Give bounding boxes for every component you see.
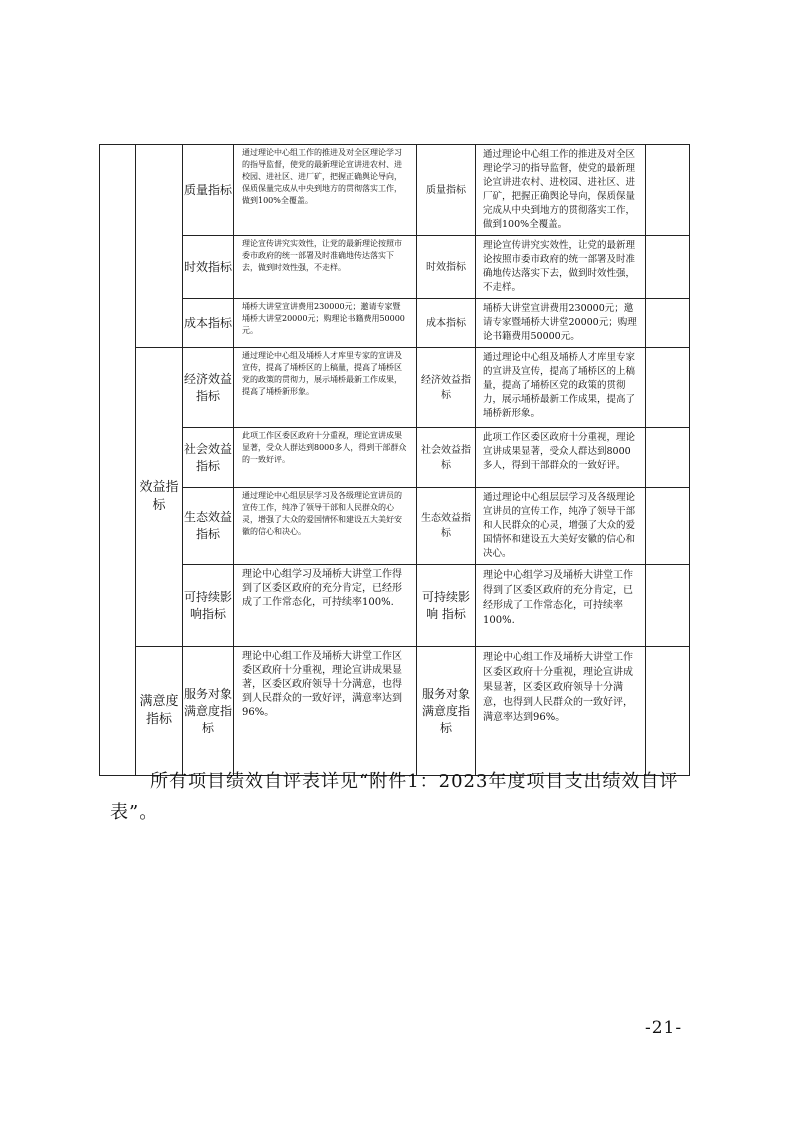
subcategory-cell: 成本指标 bbox=[183, 299, 234, 348]
table-row bbox=[100, 428, 690, 488]
category-cell-benefit: 效益指标 bbox=[136, 348, 183, 647]
indicator-cell: 社会效益指标 bbox=[417, 428, 476, 488]
subcategory-cell: 社会效益指标 bbox=[183, 428, 234, 488]
body-paragraph bbox=[110, 766, 695, 828]
description-cell: 此项工作区委区政府十分重视，理论宣讲成果显著，受众人群达到8000多人，得到干部群众的一致好评。 bbox=[234, 428, 417, 488]
table-row bbox=[100, 236, 690, 299]
indicator-cell: 时效指标 bbox=[417, 236, 476, 299]
empty-cell bbox=[646, 647, 690, 776]
outer-category-cell bbox=[100, 145, 136, 776]
description-cell: 埇桥大讲堂宣讲费用230000元；邀请专家暨埇桥大讲堂20000元；购理论书籍费用50000元。 bbox=[234, 299, 417, 348]
description-cell: 通过理论中心组层层学习及各级理论宣讲员的宣传工作，纯净了领导干部和人民群众的心灵，增强了大众的爱国情怀和建设五大美好安徽的信心和决心。 bbox=[234, 488, 417, 565]
table-row bbox=[100, 647, 690, 776]
category-cell-output bbox=[136, 145, 183, 348]
performance-table bbox=[99, 144, 690, 776]
table-row bbox=[100, 145, 690, 236]
indicator-cell: 生态效益指标 bbox=[417, 488, 476, 565]
paragraph-text: 所有项目绩效自评表详见“附件1：2023年度项目支出绩效自评表”。 bbox=[110, 771, 679, 823]
description-cell: 通过理论中心组及埇桥人才库里专家的宣讲及宣传，提高了埇桥区的上稿量，提高了埇桥区党的政策的贯彻力，展示埇桥最新工作成果，提高了埇桥新形象。 bbox=[234, 348, 417, 428]
subcategory-cell: 时效指标 bbox=[183, 236, 234, 299]
category-cell-satisfaction: 满意度指标 bbox=[136, 647, 183, 776]
indicator-cell: 可持续影响 指标 bbox=[417, 565, 476, 647]
indicator-cell: 经济效益指标 bbox=[417, 348, 476, 428]
indicator-cell: 成本指标 bbox=[417, 299, 476, 348]
result-cell: 理论中心组学习及埇桥大讲堂工作得到了区委区政府的充分肯定，已经形成了工作常态化，可持续率100%. bbox=[476, 565, 646, 647]
result-cell: 通过理论中心组工作的推进及对全区理论学习的指导监督，使党的最新理论宣讲进农村、进校园、进社区、进厂矿，把握正确舆论导向，保质保量完成从中央到地方的贯彻落实工作，做到100%全覆盖。 bbox=[476, 145, 646, 236]
result-cell: 通过理论中心组层层学习及各级理论宣讲员的宣传工作，纯净了领导干部和人民群众的心灵，增强了大众的爱国情怀和建设五大美好安徽的信心和决心。 bbox=[476, 488, 646, 565]
description-cell: 理论宣传讲究实效性，让党的最新理论按照市委市政府的统一部署及时准确地传达落实下去，做到时效性强，不走样。 bbox=[234, 236, 417, 299]
empty-cell bbox=[646, 236, 690, 299]
table-row bbox=[100, 299, 690, 348]
empty-cell bbox=[646, 348, 690, 428]
subcategory-cell: 生态效益指标 bbox=[183, 488, 234, 565]
result-cell: 理论宣传讲究实效性，让党的最新理论按照市委市政府的统一部署及时准确地传达落实下去，做到时效性强，不走样。 bbox=[476, 236, 646, 299]
subcategory-cell: 可持续影响指标 bbox=[183, 565, 234, 647]
indicator-cell: 质量指标 bbox=[417, 145, 476, 236]
result-cell: 埇桥大讲堂宣讲费用230000元；邀请专家暨埇桥大讲堂20000元；购理论书籍费用50000元。 bbox=[476, 299, 646, 348]
empty-cell bbox=[646, 299, 690, 348]
empty-cell bbox=[646, 428, 690, 488]
table-row bbox=[100, 565, 690, 647]
subcategory-cell: 服务对象满意度指标 bbox=[183, 647, 234, 776]
description-cell: 理论中心组学习及埇桥大讲堂工作得到了区委区政府的充分肯定，已经形成了工作常态化，可持续率100%. bbox=[234, 565, 417, 647]
page-number: -21- bbox=[645, 1018, 683, 1038]
subcategory-cell: 质量指标 bbox=[183, 145, 234, 236]
result-cell: 通过理论中心组及埇桥人才库里专家的宣讲及宣传，提高了埇桥区的上稿量，提高了埇桥区党的政策的贯彻力，展示埇桥最新工作成果，提高了埇桥新形象。 bbox=[476, 348, 646, 428]
empty-cell bbox=[646, 488, 690, 565]
table-row bbox=[100, 488, 690, 565]
indicator-cell: 服务对象 满意度指标 bbox=[417, 647, 476, 776]
description-cell: 通过理论中心组工作的推进及对全区理论学习的指导监督，使党的最新理论宣讲进农村、进校园、进社区、进厂矿，把握正确舆论导向，保质保量完成从中央到地方的贯彻落实工作，做到100%全覆盖。 bbox=[234, 145, 417, 236]
result-cell: 理论中心组工作及埇桥大讲堂工作区委区政府十分重视，理论宣讲成果显著，区委区政府领导十分满意，也得到人民群众的一致好评，满意率达到96%。 bbox=[476, 647, 646, 776]
empty-cell bbox=[646, 145, 690, 236]
description-cell: 理论中心组工作及埇桥大讲堂工作区委区政府十分重视，理论宣讲成果显著，区委区政府领导十分满意，也得到人民群众的一致好评，满意率达到96%。 bbox=[234, 647, 417, 776]
subcategory-cell: 经济效益指标 bbox=[183, 348, 234, 428]
table-row bbox=[100, 348, 690, 428]
empty-cell bbox=[646, 565, 690, 647]
result-cell: 此项工作区委区政府十分重视，理论宣讲成果显著，受众人群达到8000多人，得到干部群众的一致好评。 bbox=[476, 428, 646, 488]
